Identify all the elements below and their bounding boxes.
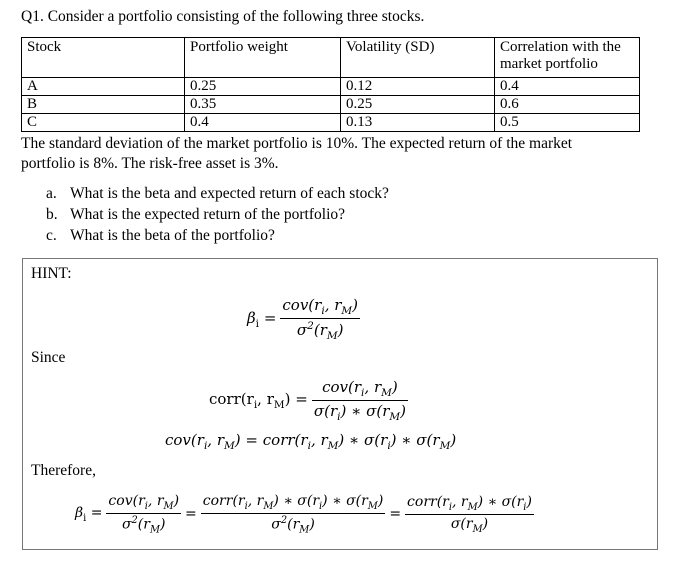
sub-i: i xyxy=(144,500,148,512)
market-paragraph-line1: The standard deviation of the market portfolio is 10%. The expected return of the market xyxy=(21,135,573,152)
equals-sign: = xyxy=(185,506,197,523)
cell-stock: A xyxy=(22,78,185,96)
sub-M: M xyxy=(439,440,451,452)
table-row xyxy=(22,96,640,114)
cov-text: cov xyxy=(282,296,309,314)
r-symbol: r xyxy=(266,390,274,408)
sub-M: M xyxy=(273,399,285,411)
covariance-formula: $cov(r_i$, $r_M$) = $corr(r_i$, $r_M$) ∗ $\sigma(r_i)$ ∗ $\sigma(r_M)$ xyxy=(165,431,457,452)
fraction: $\frac{cov(r_i, r_M)}{\sigma(r_i) ∗ \sigma(r_M)}$ xyxy=(313,378,407,423)
r-symbol: r xyxy=(300,431,308,449)
list-item xyxy=(46,183,389,204)
stocks-table xyxy=(21,37,640,132)
cell-correlation: 0.5 xyxy=(495,114,640,132)
sigma-symbol: σ xyxy=(297,493,307,509)
sigma-symbol: σ xyxy=(366,402,377,420)
sub-M: M xyxy=(163,500,174,512)
cell-stock: B xyxy=(22,96,185,114)
r-symbol: r xyxy=(320,431,328,449)
sub-i: i xyxy=(244,500,248,512)
sigma-symbol: σ xyxy=(121,516,132,533)
list-item xyxy=(46,204,389,225)
sup-2: 2 xyxy=(131,514,138,526)
sub-M: M xyxy=(299,524,310,536)
list-marker: a. xyxy=(46,185,57,202)
sub-i: i xyxy=(203,440,208,452)
r-symbol: r xyxy=(156,493,164,509)
times-symbol: ∗ xyxy=(332,493,342,509)
sigma-symbol: σ xyxy=(501,493,512,510)
header-volatility: Volatility (SD) xyxy=(341,38,495,78)
sigma-symbol: σ xyxy=(450,515,461,532)
sigma-symbol: σ xyxy=(416,431,427,449)
r-symbol: r xyxy=(329,402,338,420)
r-symbol: r xyxy=(314,296,322,314)
times-symbol: ∗ xyxy=(283,493,293,509)
r-symbol: r xyxy=(380,431,388,449)
cell-correlation: 0.4 xyxy=(495,78,640,96)
cell-correlation: 0.6 xyxy=(495,96,640,114)
r-symbol: r xyxy=(312,493,320,509)
equals-sign: = xyxy=(245,431,258,449)
sub-i: i xyxy=(523,501,527,513)
hint-label: HINT: xyxy=(31,265,72,282)
r-symbol: r xyxy=(138,493,145,509)
beta-symbol: β xyxy=(247,308,256,327)
market-paragraph-line2: portfolio is 8%. The risk-free asset is 3%. xyxy=(21,155,279,172)
subquestion-list xyxy=(46,183,389,246)
list-marker: b. xyxy=(46,206,58,223)
sub-M: M xyxy=(327,440,339,452)
r-symbol: r xyxy=(465,515,473,532)
r-symbol: r xyxy=(196,431,204,449)
cell-weight: 0.4 xyxy=(185,114,341,132)
r-symbol: r xyxy=(256,493,264,509)
corr-text: corr xyxy=(407,493,437,510)
r-symbol: r xyxy=(237,493,245,509)
sigma-symbol: σ xyxy=(364,431,375,449)
cov-text: cov xyxy=(165,431,191,449)
sub-i: i xyxy=(83,512,87,524)
r-symbol: r xyxy=(361,493,368,509)
sub-M: M xyxy=(389,411,401,423)
table-row xyxy=(22,78,640,96)
sub-M: M xyxy=(472,523,483,535)
therefore-label: Therefore, xyxy=(31,462,96,479)
sub-M: M xyxy=(467,501,478,513)
table-row xyxy=(22,114,640,132)
sigma-symbol: σ xyxy=(271,516,281,533)
cov-text: cov xyxy=(108,493,133,509)
r-symbol: r xyxy=(246,390,254,408)
table-header-row xyxy=(22,38,640,78)
header-correlation-line1: Correlation with the xyxy=(500,39,621,55)
corr-text: corr xyxy=(262,431,295,449)
sub-i: i xyxy=(337,411,341,423)
cell-volatility: 0.25 xyxy=(341,96,495,114)
list-text: What is the expected return of the portfolio? xyxy=(70,206,346,223)
list-item xyxy=(46,225,389,246)
beta-definition-formula xyxy=(247,296,360,342)
header-portfolio-weight: Portfolio weight xyxy=(185,38,341,78)
sub-M: M xyxy=(381,387,392,399)
sub-i: i xyxy=(387,440,391,452)
times-symbol: ∗ xyxy=(351,402,362,420)
sub-i: i xyxy=(361,387,365,399)
r-symbol: r xyxy=(382,402,390,420)
beta-derivation-formula xyxy=(75,493,534,535)
list-text: What is the beta and expected return of each stock? xyxy=(70,185,389,202)
sub-i: i xyxy=(321,305,325,317)
fraction: $\frac{corr(r_i, r_M) ∗ \sigma(r_i) ∗ \sigma(r_M)}{\sigma^2(r_M)}$ xyxy=(202,493,384,536)
cell-weight: 0.25 xyxy=(185,78,341,96)
cell-weight: 0.35 xyxy=(185,96,341,114)
equals-sign: = xyxy=(90,504,103,521)
correlation-formula: $corr(r_i$, $r_M$) = $\frac{cov(r_i, r_M)}{\sigma(r_i) ∗ \sigma(r_M)}$ xyxy=(209,378,407,423)
list-marker: c. xyxy=(46,227,57,244)
equals-sign: = xyxy=(295,390,308,408)
r-symbol: r xyxy=(442,493,449,510)
sigma-symbol: σ xyxy=(313,402,325,420)
r-symbol: r xyxy=(216,431,225,449)
r-symbol: r xyxy=(143,516,150,533)
sub-M: M xyxy=(224,440,235,452)
fraction: $\frac{corr(r_i, r_M) ∗ \sigma(r_i)}{\sigma(r_M)}$ xyxy=(407,493,532,535)
sub-M: M xyxy=(263,500,274,512)
sub-i: i xyxy=(253,399,258,411)
sigma-symbol: σ xyxy=(346,493,356,509)
beta-symbol: β xyxy=(75,504,84,521)
r-symbol: r xyxy=(432,431,440,449)
list-text: What is the beta of the portfolio? xyxy=(70,227,275,244)
r-symbol: r xyxy=(516,493,524,510)
sigma-symbol: σ xyxy=(296,321,308,339)
sub-M: M xyxy=(341,305,353,317)
r-symbol: r xyxy=(319,321,327,339)
cell-stock: C xyxy=(22,114,185,132)
r-symbol: r xyxy=(334,296,342,314)
question-title: Q1. Consider a portfolio consisting of the following three stocks. xyxy=(21,8,425,25)
since-label: Since xyxy=(31,349,66,366)
fraction: $\frac{cov(r_i, r_M)}{\sigma^2(r_M)}$ xyxy=(108,493,180,536)
sub-i: i xyxy=(307,440,311,452)
sub-i: i xyxy=(448,501,453,513)
header-stock: Stock xyxy=(22,38,185,78)
sub-M: M xyxy=(367,500,378,512)
corr-text: corr xyxy=(202,493,233,509)
corr-text: corr xyxy=(209,390,241,408)
cov-text: cov xyxy=(322,378,349,396)
times-symbol: ∗ xyxy=(487,493,498,510)
times-symbol: ∗ xyxy=(401,431,412,449)
sub-i: i xyxy=(319,500,323,512)
fraction: $\frac{cov(r_i, r_M)}{\sigma^2(r_M)}$ xyxy=(282,296,359,342)
sup-2: 2 xyxy=(280,514,288,526)
header-correlation-line2: market portfolio xyxy=(500,56,598,72)
r-symbol: r xyxy=(353,378,362,396)
sub-i: i xyxy=(255,317,260,330)
sub-M: M xyxy=(149,524,160,536)
r-symbol: r xyxy=(292,516,300,533)
r-symbol: r xyxy=(460,493,468,510)
sup-2: 2 xyxy=(307,320,314,332)
equals-sign: = xyxy=(263,308,277,327)
r-symbol: r xyxy=(373,378,382,396)
equals-sign: = xyxy=(389,506,402,523)
cell-volatility: 0.13 xyxy=(341,114,495,132)
sub-M: M xyxy=(326,330,338,342)
header-correlation xyxy=(495,38,640,78)
times-symbol: ∗ xyxy=(349,431,360,449)
cell-volatility: 0.12 xyxy=(341,78,495,96)
